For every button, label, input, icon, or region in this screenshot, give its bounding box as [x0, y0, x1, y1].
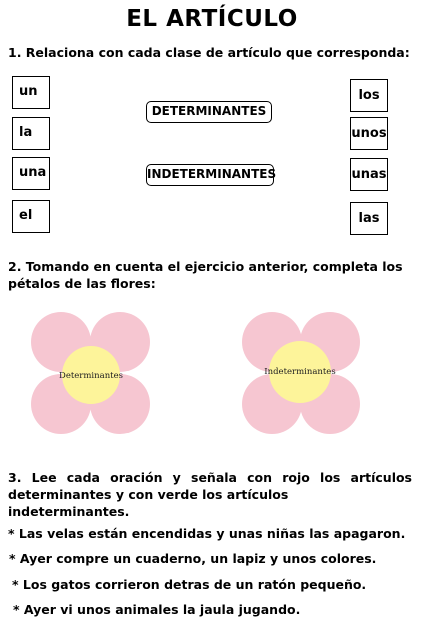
question-2-line-2: pétalos de las flores: — [8, 276, 156, 291]
word-box-un[interactable] — [12, 76, 50, 109]
word-label: una — [19, 165, 47, 180]
flower-label-indeterminantes: Indeterminantes — [264, 367, 336, 377]
question-3-line-1: 3. Lee cada oración y señala con rojo los artículos — [8, 470, 412, 485]
word-label: los — [358, 88, 380, 103]
word-box-unas[interactable] — [350, 158, 388, 191]
page-title: EL ARTÍCULO — [126, 6, 298, 32]
flower-determinantes — [31, 312, 150, 434]
word-box-los[interactable] — [350, 79, 388, 112]
question-2 — [8, 258, 418, 292]
question-3-line-2: determinantes y con verde los artículos indeterminantes. — [8, 487, 289, 519]
question-2-line-1: 2. Tomando en cuenta el ejercicio anterior, completa los — [8, 259, 403, 274]
word-label: un — [19, 84, 38, 99]
sentence-2[interactable]: * Ayer compre un cuaderno, un lapiz y unos colores. — [9, 551, 377, 566]
sentence-1[interactable]: * Las velas están encendidas y unas niñas las apagaron. — [8, 526, 406, 541]
word-label: la — [19, 125, 33, 140]
word-box-las[interactable] — [350, 202, 388, 235]
word-label: el — [19, 208, 33, 223]
word-box-el[interactable] — [12, 200, 50, 233]
word-box-una[interactable] — [12, 157, 50, 190]
flower-label-determinantes: Determinantes — [59, 371, 123, 381]
word-label: unos — [351, 126, 387, 141]
sentence-3[interactable]: * Los gatos corrieron detras de un ratón pequeño. — [12, 577, 367, 592]
word-label: unas — [351, 167, 387, 182]
word-box-unos[interactable] — [350, 117, 388, 150]
sentence-4[interactable]: * Ayer vi unos animales la jaula jugando. — [13, 602, 301, 617]
word-box-la[interactable] — [12, 117, 50, 150]
word-label: las — [358, 211, 380, 226]
flowers-area — [0, 300, 424, 450]
flower-indeterminantes — [242, 312, 360, 434]
category-indeterminantes[interactable]: INDETERMINANTES — [146, 164, 274, 186]
question-3 — [8, 469, 412, 520]
category-determinantes[interactable]: DETERMINANTES — [146, 101, 272, 123]
question-1: 1. Relaciona con cada clase de artículo que corresponda: — [8, 45, 410, 60]
